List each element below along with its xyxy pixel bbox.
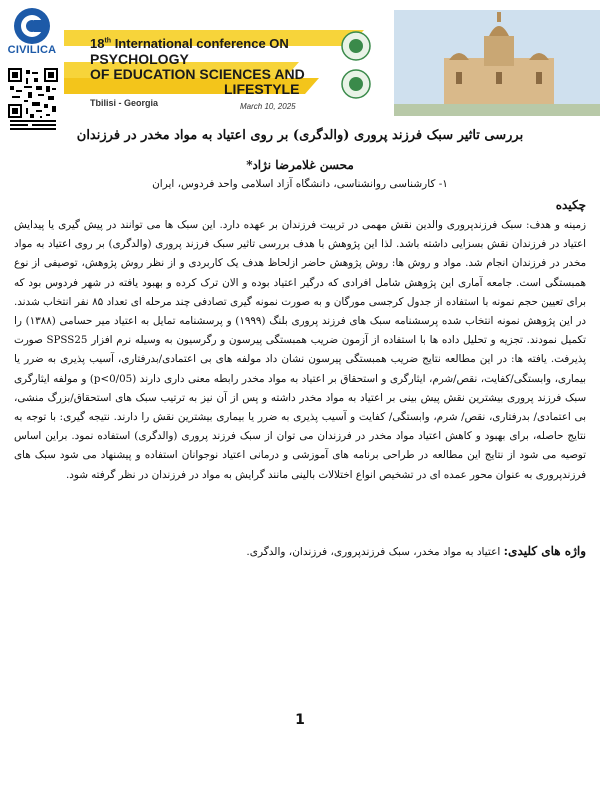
article-author: محسن غلامرضا نژاد* [246,158,354,172]
keywords-line [14,544,586,558]
page-number: 1 [295,712,305,728]
conference-title-line1: 18th International conference ON [90,36,289,51]
conference-banner [64,10,600,116]
article-title: بررسی تاثیر سبک فرزند پروری (والدگری) بر روی اعتیاد به مواد مخدر در فرزندان [76,128,524,143]
qr-code-icon[interactable] [8,68,58,130]
conference-location: Tbilisi - Georgia [90,98,159,108]
conference-date: March 10, 2025 [240,102,296,111]
abstract-heading: چکیده [555,198,586,212]
author-affiliation: ۱- کارشناسی روانشناسی، دانشگاه آزاد اسلامی واحد فردوس، ایران [152,178,448,190]
conference-title-line2: PSYCHOLOGY [90,51,189,67]
conference-title-line4: LIFESTYLE [224,81,300,97]
abstract-body: زمینه و هدف: سبک فرزندپروری والدین نقش مهمی در تربیت فرزندان بر عهده دارد. این سبک ها می توانند در پیش گیری یا پیدایش اعتیاد در فرزندان نقش بسزایی داشته باشد. لذا این پژوهش با هدف بررسی تاثیر سبک فرزند پروری (والدگری) بر روی اعتیاد به مواد مخدر در فرزندان انجام شد. مواد و روش ها: روش پژوهش حاضر ازلحاظ هدف یک کاربردی و از نظر روش پژوهش، توصیفی از نوع همبستگی است. جامعه آماری این پژوهش شامل افرادی که درگیر اعتیاد بوده و الان ترک کرده و بهبود یافته در شهر فردوس بود که برای تعیین حجم نمونه با استفاده از جدول کرجسی مورگان و به صورت نمونه گیری تصادفی چند مرحله ای تعداد ۸۵ نفر انتخاب شدند. در این پژوهش نمونه انتخاب شده پرسشنامه سبک های فرزند پروری بلنگ (۱۹۹۹) و پرسشنامه تمایل به اعتیاد میر حسامی (۱۳۸۸) را تکمیل نمودند. تجزیه و تحلیل داده ها با استفاده از آزمون ضریب همبستگی پیرسون و رگرسیون به وسیله نرم افزار SPSS25 صورت پذیرفت. یافته ها: در این مطالعه نتایج ضریب همبستگی پیرسون نشان داد مولفه های بی اعتمادی/بدرفتاری، آسیب پذیری به ضرر یا بیماری، وابستگی/کفایت، نقص/شرم، ایثارگری و استحقاق بر اعتیاد به مواد مخدر رابطه معنی داری دارند (p<0/05) و مولفه ایثارگری سبک فرزند پروری بیشترین نقش پیش بینی بر اعتیاد به مواد مخدر داشته و پس از آن نیز به ترتیب سبک های استحقاق/بزرگ منشی، بی اعتمادی/ بدرفتاری، نقص/ شرم، وابستگی/ کفایت و آسیب پذیری به ضرر یا بیماری بیشترین نقش را دارند. نتیجه گیری: با توجه به نتایج حاصله، برای بهبود و کاهش اعتیاد مواد مخدر در فرزندان می توان از سبک فرزند پروری (والدگری) استفاده نمود. براین اساس توصیه می شود از نتایج این مطالعه در طراحی برنامه های آموزشی و درمانی اعتیاد نوجوانان استفاده و پیشنهاد می شود سبک های فرزندپروری به عنوان محور عمده ای در تشخیص انواع اختلالات بالینی مانند گرایش به مواد در فرزندان در نظر گرفته شود. [14,219,586,481]
civilica-logo-text: CIVILICA [7,44,57,56]
keywords-text: اعتیاد به مواد مخدر، سبک فرزندپروری، فرزندان، والدگری. [246,546,501,558]
conference-title-line3: OF EDUCATION SCIENCES AND [90,66,305,82]
keywords-label: واژه های کلیدی: [503,544,586,558]
